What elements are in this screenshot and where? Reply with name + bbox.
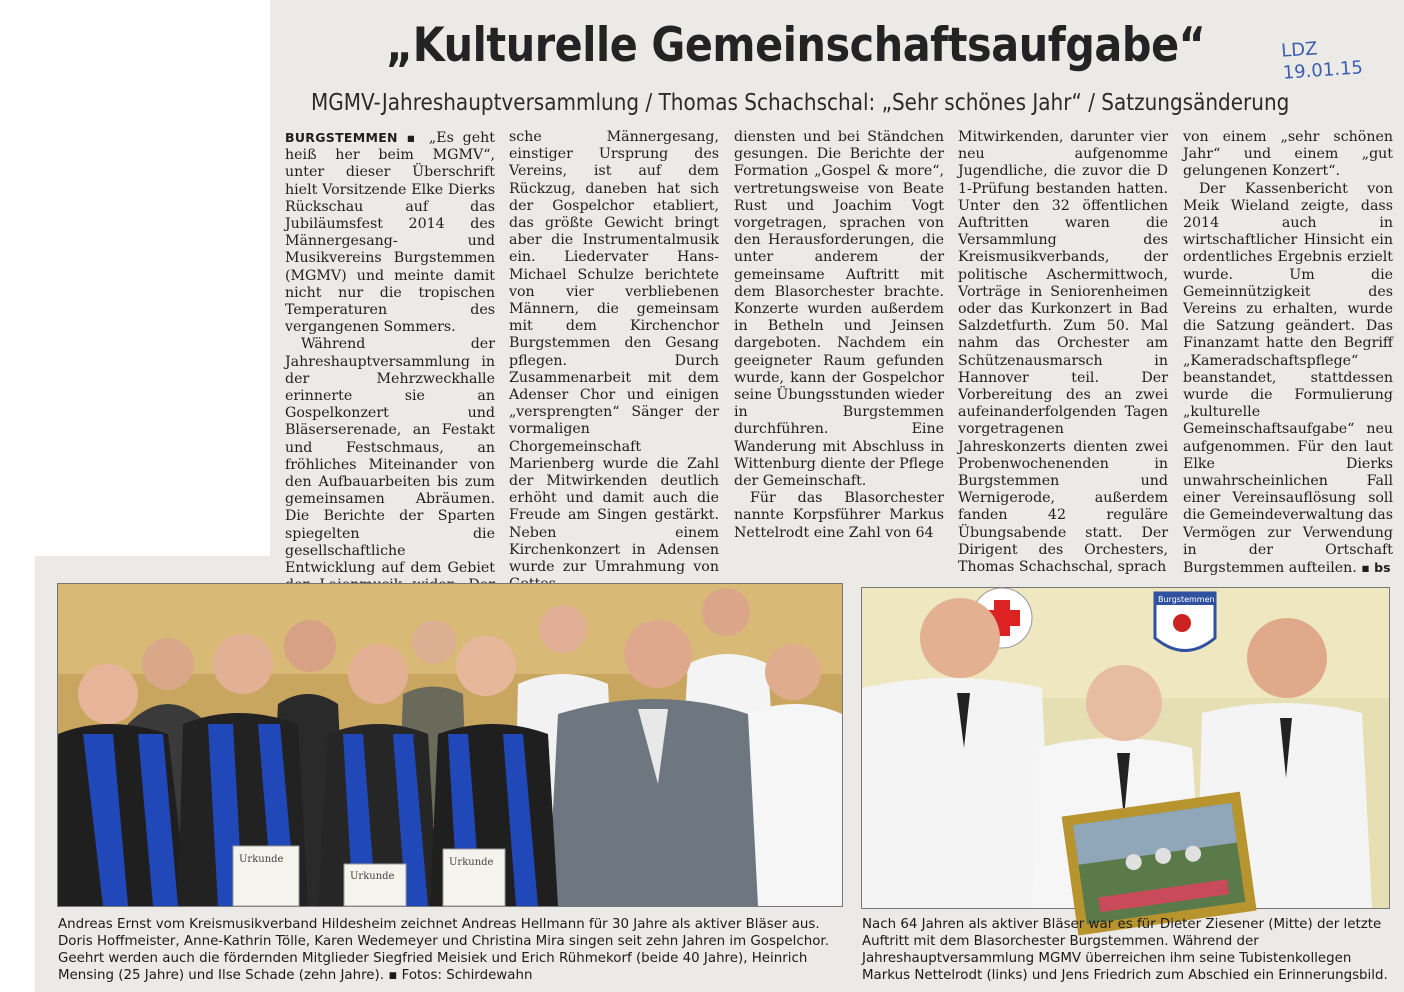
paragraph: Während der Jahreshauptversammlung in der Mehrzweckhalle erinnerte sie an Gospelkonzert und Bläserserenade, an Festakt und Festschmaus, an fröhliches Miteinander von den Aufbauarbeiten bis zum gemeinsamen Abräumen. Die Berichte der Sparten spiegelten die gesellschaftliche Entwicklung auf dem Gebiet (285, 336, 495, 577)
headline: „Kulturelle Gemeinschaftsaufgabe“ (386, 18, 1206, 73)
photo-farewell-gift (861, 587, 1390, 909)
paragraph: Mitwirkenden, darunter vier neu aufgenomme Jugendliche, die zuvor die D 1-Prüfung bestanden hatten. Unter den 32 öffentlichen Auftritten waren die Versammlung des Kreismusikverbands, der politische Aschermittwoch, Vorträge in Seniorenheimen oder das Kurkonzert in Bad Salzdetfurth. Zum 50. Mal nahm das Orchester am Schützenausmarsch in Hannover teil. Der Vorbereitung des an zwei aufeinanderfolgenden Tagen vorgetragenen Jahreskonzerts dienten zwei Probenwochenenden in Burgstemmen und Wernigerode, außerdem fanden 42 reguläre Übungsabende statt. Der Dirigent des Orchesters, Thomas Schachschal, sprach (958, 129, 1168, 576)
certificate-label: Urkunde (449, 857, 494, 868)
article-body (285, 129, 1393, 577)
article-column-2 (509, 129, 719, 576)
banner-text: Burgstemmen (1158, 595, 1215, 604)
certificate-label: Urkunde (350, 871, 395, 882)
subheadline: MGMV-Jahreshauptversammlung / Thomas Schachschal: „Sehr schönes Jahr“ / Satzungsänderung (311, 90, 1290, 116)
right-photo-caption (862, 916, 1389, 984)
paragraph: sche Männergesang, einstiger Ursprung des Vereins, ist auf dem Rückzug, daneben hat sich der Gospelchor etabliert, das größte Gewicht bringt aber die Instrumentalmusik ein. Liedervater Hans-Michael Schulze berichtete von vier verbliebenen Männern, die gemeinsam mit dem Kirchenchor Burgstemmen den Gesang pflegen. Durch Zusammenarbeit mit dem Adenser Chor und einigen „versprengten“ Sänger der vormaligen Chorgemeinschaft Marienberg wurde die Zahl der Mitwirkenden deutlich erhöht und damit auch die Freude am Singen gestärkt. Neben einem Kirchenkonzert in Adensen wurde zur Umrahmung von (509, 129, 719, 576)
stamp-paper-name: LDZ (1280, 38, 1319, 62)
caption-text: Andreas Ernst vom Kreismusikverband Hildesheim zeichnet Andreas Hellmann für 30 Jahre als aktiver Bläser aus. Doris Hoffmeister, Anne-Kathrin Tölle, Karen Wedemeyer und Christina Mira singen seit zehn Jahren im Gospelchor. Geehrt werden auch die fördernden Mitglieder Siegfried Meisiek und Erich Rühmekorf (beide 40 Jahre), Heinrich Mensing (25 Jahre) und Ilse Schade (zehn Jahre). (58, 917, 829, 983)
stamp-date: 19.01.15 (1282, 57, 1364, 84)
handwritten-date-stamp (1281, 35, 1364, 84)
paragraph: Der Kassenbericht von Meik Wieland zeigte, dass 2014 auch in wirtschaftlicher Hinsicht ein ordentliches Ergebnis erzielt wurde. Um die Gemeinnützigkeit des Vereins zu erhalten, wurde die Satzung geändert. Das Finanzamt hatte den Begriff „Kameradschaftspflege“ beanstandet, stattdessen wurde die Formulierung „kulturelle Gemeinschaftsaufgabe“ neu aufgenommen. Für den laut Elke Dierks unwahrscheinlichen Fall einer Vereinsauflösung soll die Gemeindeverwaltung das Vermögen zur Verwendung in der Ortschaft Burgstemmen aufteilen. (1183, 180, 1393, 577)
paragraph: diensten und bei Ständchen gesungen. Die Berichte der Formation „Gospel & more“, vertretungsweise von Beate Rust und Joachim Vogt vorgetragen, sprachen von den Herausforderungen, die unter anderem der gemeinsame Auftritt mit dem Blasorchester brachte. Konzerte wurden außerdem in Betheln und Jeinsen dargeboten. Nachdem ein geeigneter Raum gefunden wurde, kann der Gospelchor seine Übungsstunden wieder in Burgstemmen durchführen. Eine Wanderung mit Abschluss in Wittenburg diente der Pflege der Gemeinschaft. (734, 129, 944, 490)
paragraph: von einem „sehr schönen Jahr“ und einem „gut gelungenen Konzert“. (1183, 129, 1393, 180)
left-photo-caption (58, 916, 842, 984)
article-column-4 (958, 129, 1168, 576)
dateline: BURGSTEMMEN (285, 130, 398, 145)
certificate-label: Urkunde (239, 854, 284, 865)
paragraph: Für das Blasorchester nannte Korpsführer Markus Nettelrodt eine Zahl von 64 (734, 490, 944, 541)
paragraph: „Es geht heiß her beim MGMV“, unter dieser Überschrift hielt Vorsitzende Elke Dierks Rückschau auf das Jubiläumsfest 2014 des Männergesang- und Musikvereins Burgstemmen (MGMV) und meinte damit nicht nur die tropischen Temperaturen des vergangenen Sommers. (285, 130, 495, 336)
group-photo-honorees (57, 583, 843, 907)
article-column-5 (1183, 129, 1393, 577)
photo-credit: ▪ Fotos: Schirdewahn (388, 968, 533, 983)
article-column-1: BURGSTEMMEN ▪ „Es geht heiß her beim MGMV“, unter dieser Überschrift hielt Vorsitzende Elke Dierks Rückschau auf das Jubiläumsfest 2014 des Männergesang- und Musikvereins Burgstemmen (MGMV) und meinte damit nicht nur die tropischen Temperaturen des vergangenen Sommers. Während der Jahreshauptversammlung in der Mehrzweckhalle erinnerte sie an Gospelkonzert und Bläserserenade, an Festakt und Festschmaus, an fröhliches Miteinander von den Aufbauarbeiten bis zum gemeinsamen Abräumen. Die Berichte der Sparten spiegelten die gesellschaftliche Entwicklung auf dem Gebiet (285, 129, 495, 554)
article-column-3 (734, 129, 944, 554)
caption-text: Nach 64 Jahren als aktiver Bläser war es für Dieter Ziesener (Mitte) der letzte Auftritt mit dem Blasorchester Burgstemmen. Während der Jahreshauptversammlung MGMV überreichen ihm seine Tubistenkollegen Markus Nettelrodt (links) und Jens Friedrich zum Abschied ein Erinnerungsbild. (862, 917, 1388, 983)
photo-illustration (58, 584, 842, 906)
author-signature: ▪ bs (1361, 560, 1391, 576)
photo-illustration (862, 588, 1389, 908)
